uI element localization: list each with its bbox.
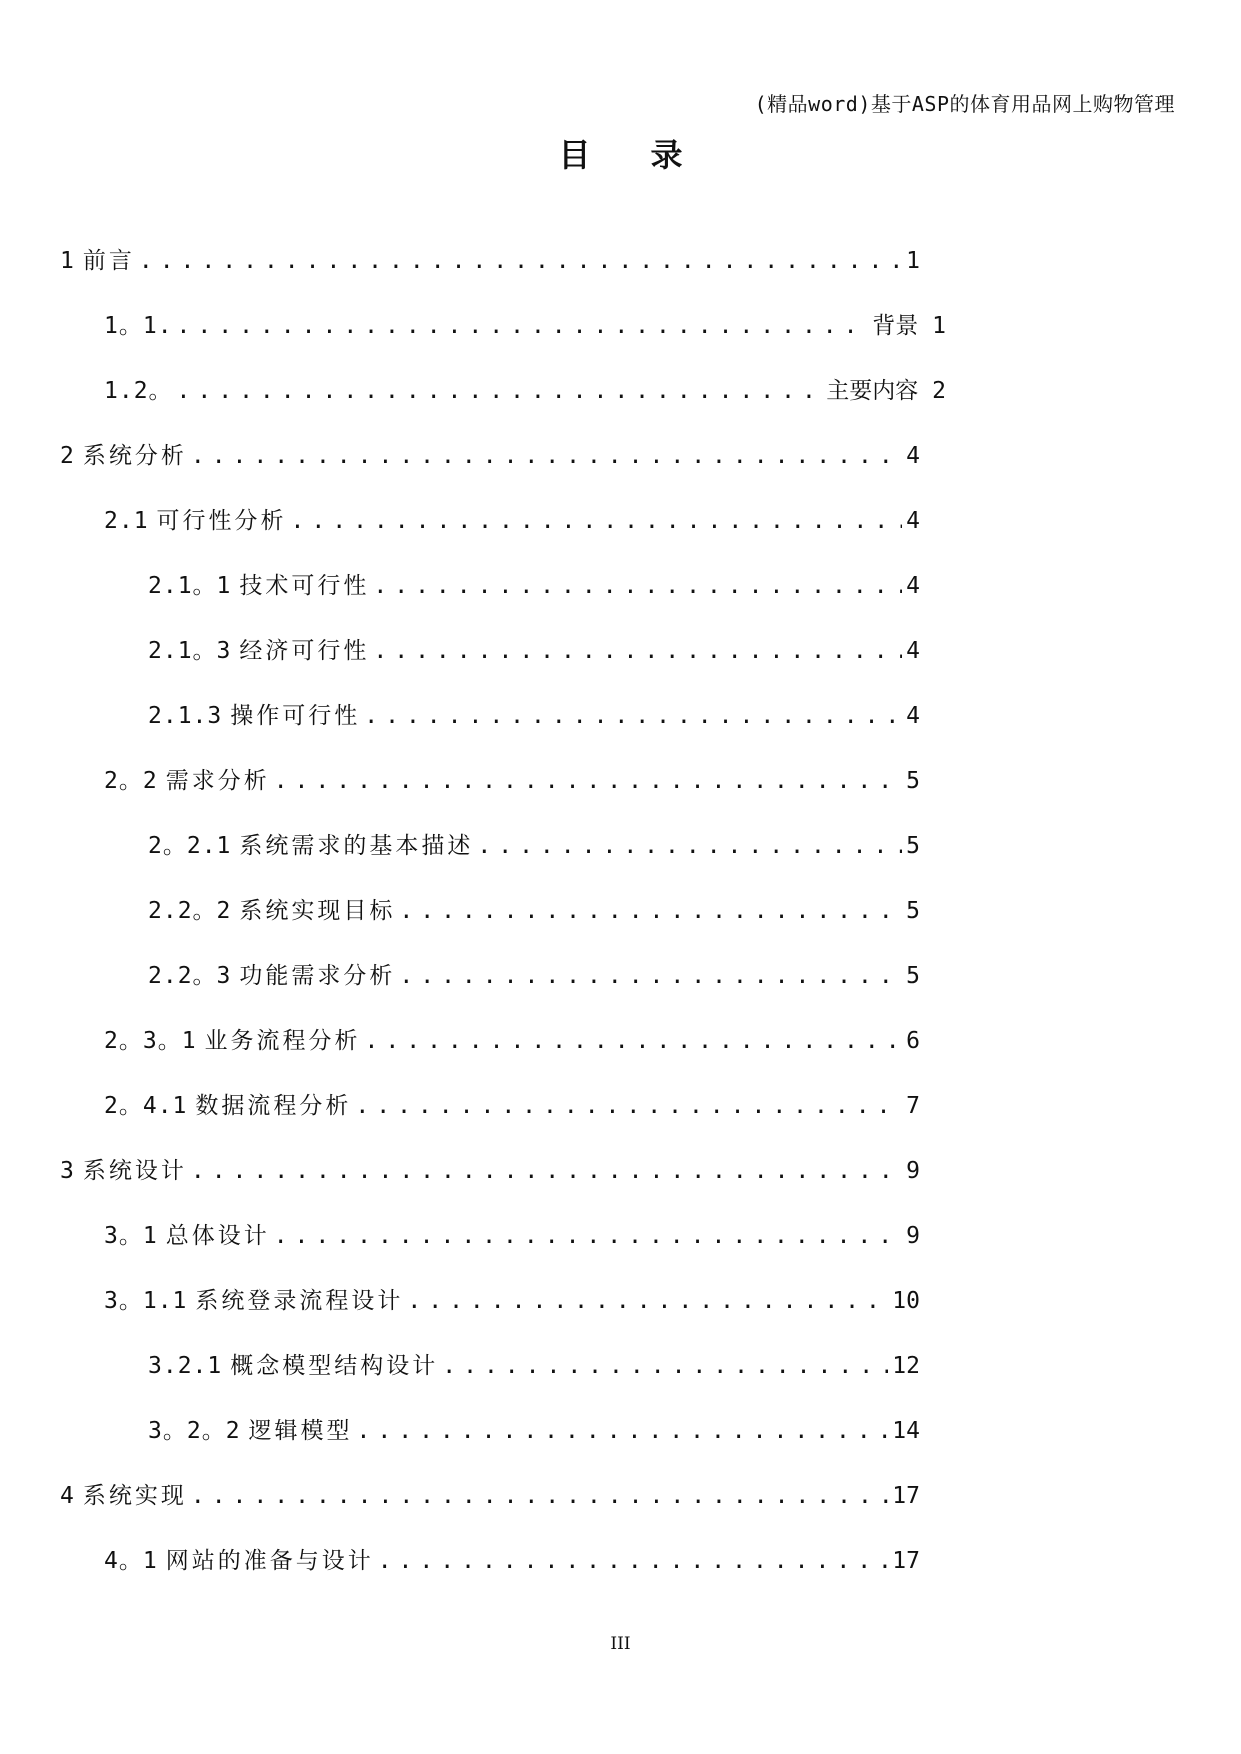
toc-entry-label: 网站的准备与设计 [165, 1548, 374, 1574]
toc-entry-number: 3。1.1 [104, 1288, 188, 1314]
toc-leader-dots [364, 701, 902, 731]
toc-entry-number: 2 [60, 443, 75, 469]
toc-leader-dots [274, 1221, 902, 1251]
toc-entry-page: 背景 1 [872, 313, 946, 339]
toc-leader-dots [191, 1156, 902, 1186]
toc-entry[interactable] [148, 1410, 920, 1446]
toc-entry-label: 概念模型结构设计 [230, 1353, 439, 1379]
toc-entry-number: 2.2。3 [148, 963, 232, 989]
toc-entry-number: 2。4.1 [104, 1093, 188, 1119]
toc-leader-dots [399, 961, 902, 991]
toc-leader-dots [378, 1546, 889, 1576]
toc-entry-number: 2.1。3 [148, 638, 232, 664]
toc-entry-page: 12 [892, 1353, 920, 1379]
toc-entry-label: 系统需求的基本描述 [239, 833, 474, 859]
toc-entry-number: 2。2 [104, 768, 158, 794]
toc-entry[interactable] [104, 1085, 920, 1121]
toc-entry[interactable] [60, 1150, 920, 1186]
toc-entry-label: 可行性分析 [156, 508, 287, 534]
toc-entry[interactable] [104, 1020, 920, 1056]
toc-entry[interactable] [148, 630, 920, 666]
document-header: (精品word)基于ASP的体育用品网上购物管理 [754, 92, 1175, 116]
toc-entry[interactable] [148, 1345, 920, 1381]
toc-entry-page: 14 [892, 1418, 920, 1444]
toc-entry[interactable] [148, 565, 920, 601]
toc-entry-number: 2。3。1 [104, 1028, 197, 1054]
toc-entry-page: 6 [906, 1028, 920, 1054]
toc-entry[interactable] [104, 370, 946, 406]
toc-leader-dots [139, 246, 902, 276]
toc-leader-dots [274, 766, 902, 796]
toc-entry-number: 2。2.1 [148, 833, 232, 859]
toc-entry-number: 3 [60, 1158, 75, 1184]
toc-entry-page: 5 [906, 768, 920, 794]
toc-entry-label: 系统实现 [82, 1483, 187, 1509]
toc-entry-label: 操作可行性 [230, 703, 361, 729]
toc-entry[interactable] [104, 1280, 920, 1316]
toc-entry-number: 2.1 [104, 508, 149, 534]
toc-entry[interactable] [104, 305, 946, 341]
toc-entry-page: 17 [892, 1548, 920, 1574]
toc-entry-page: 5 [906, 833, 920, 859]
toc-entry-number: 1 [60, 248, 75, 274]
toc-entry-number: 4 [60, 1483, 75, 1509]
toc-leader-dots [373, 571, 902, 601]
toc-entry[interactable] [148, 695, 920, 731]
toc-entry-label: 逻辑模型 [248, 1418, 353, 1444]
toc-entry-label: 系统设计 [82, 1158, 187, 1184]
toc-leader-dots [191, 1481, 888, 1511]
toc-entry-number: 3。1 [104, 1223, 158, 1249]
toc-leader-dots [442, 1351, 888, 1381]
toc-entry[interactable] [60, 1475, 920, 1511]
toc-entry-number: 3。2。2 [148, 1418, 241, 1444]
toc-entry-page: 4 [906, 443, 920, 469]
toc-entry-number: 2.2。2 [148, 898, 232, 924]
toc-leader-dots [399, 896, 902, 926]
toc-entry-page: 9 [906, 1158, 920, 1184]
toc-entry-label: 经济可行性 [239, 638, 370, 664]
toc-entry-label: 系统分析 [82, 443, 187, 469]
toc-leader-dots [407, 1286, 888, 1316]
toc-entry-page: 主要内容 2 [826, 378, 946, 404]
page-title: 目录 [558, 136, 743, 174]
toc-leader-dots [373, 636, 902, 666]
toc-entry-page: 7 [906, 1093, 920, 1119]
toc-entry-number: 2.1.3 [148, 703, 223, 729]
toc-entry-label: 前言 [82, 248, 135, 274]
toc-entry-page: 4 [906, 638, 920, 664]
toc-entry[interactable] [104, 1540, 920, 1576]
toc-entry-page: 10 [892, 1288, 920, 1314]
toc-entry-label: 业务流程分析 [204, 1028, 361, 1054]
toc-entry-page: 9 [906, 1223, 920, 1249]
toc-entry-number: 1.2。 [104, 378, 173, 404]
toc-leader-dots [177, 376, 823, 406]
toc-entry-label: 功能需求分析 [239, 963, 396, 989]
toc-entry[interactable] [148, 825, 920, 861]
toc-entry[interactable] [60, 435, 920, 471]
toc-entry-label: 系统实现目标 [239, 898, 396, 924]
toc-leader-dots [477, 831, 902, 861]
toc-entry[interactable] [148, 955, 920, 991]
toc-entry-number: 2.1。1 [148, 573, 232, 599]
toc-entry-page: 4 [906, 573, 920, 599]
toc-leader-dots [191, 441, 902, 471]
toc-entry-number: 4。1 [104, 1548, 158, 1574]
toc-leader-dots [355, 1091, 902, 1121]
toc-entry-number: 3.2.1 [148, 1353, 223, 1379]
toc-entry-label: 总体设计 [165, 1223, 270, 1249]
toc-entry-number: 1。1. [104, 313, 173, 339]
toc-entry-label: 系统登录流程设计 [195, 1288, 404, 1314]
toc-leader-dots [177, 311, 869, 341]
toc-entry-label: 技术可行性 [239, 573, 370, 599]
toc-entry[interactable] [104, 1215, 920, 1251]
toc-entry[interactable] [104, 760, 920, 796]
toc-entry-page: 4 [906, 703, 920, 729]
toc-entry-label: 需求分析 [165, 768, 270, 794]
toc-entry[interactable] [104, 500, 920, 536]
toc-entry-page: 4 [906, 508, 920, 534]
toc-leader-dots [291, 506, 903, 536]
toc-entry[interactable] [148, 890, 920, 926]
toc-entry-page: 5 [906, 963, 920, 989]
toc-entry-page: 5 [906, 898, 920, 924]
toc-leader-dots [357, 1416, 889, 1446]
toc-entry-page: 1 [906, 248, 920, 274]
toc-entry-label: 数据流程分析 [195, 1093, 352, 1119]
toc-leader-dots [365, 1026, 903, 1056]
toc-entry[interactable] [60, 240, 920, 276]
toc-entry-page: 17 [892, 1483, 920, 1509]
page-number: III [610, 1634, 631, 1654]
